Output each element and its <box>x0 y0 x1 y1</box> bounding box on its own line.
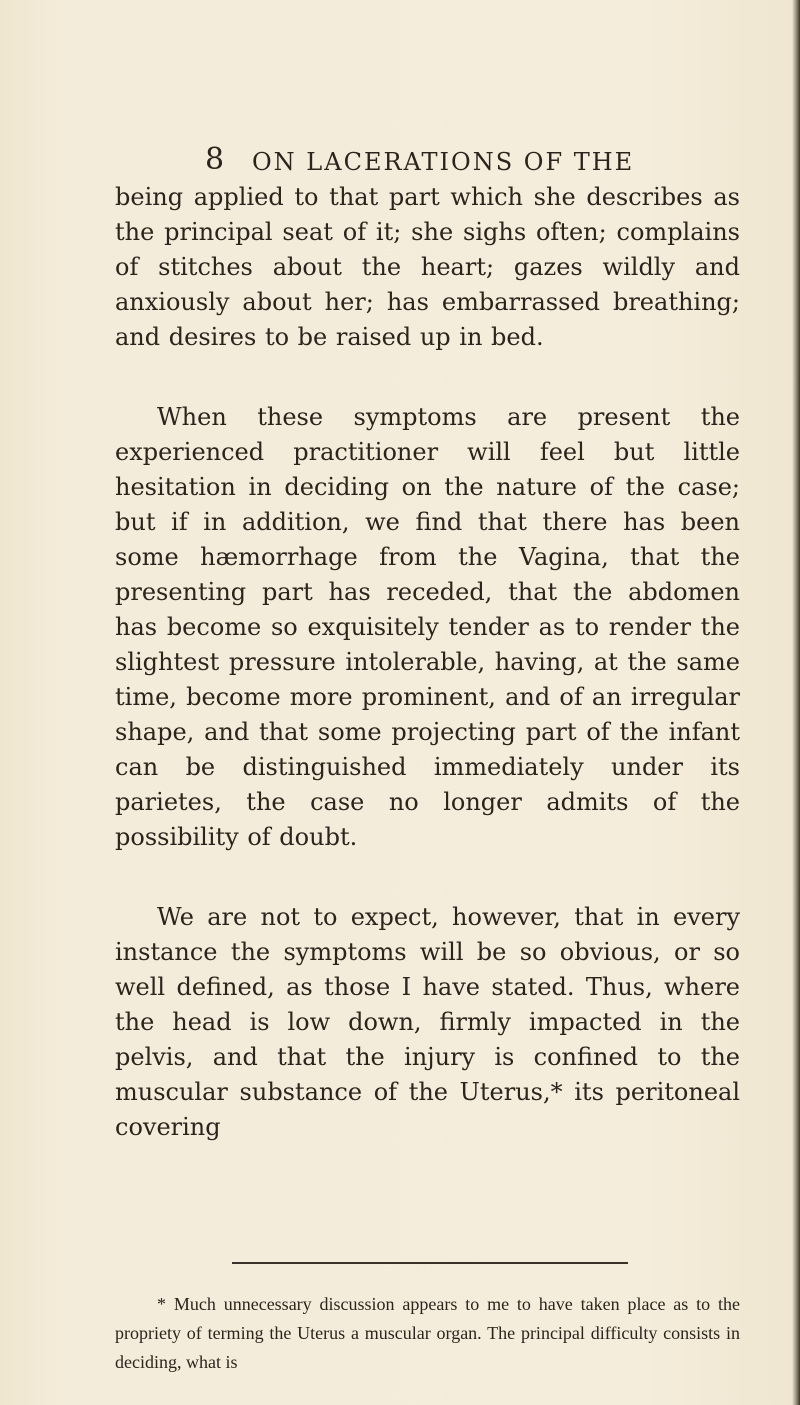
body-text <box>115 180 740 1145</box>
page-edge-shadow <box>792 0 800 1405</box>
footnote: * Much unnecessary discussion appears to me to have taken place as to the propriety of terming the Uterus a muscular organ. The principal difficulty consists in deciding, what is <box>115 1294 740 1372</box>
page-number: 8 <box>205 142 225 177</box>
paragraph-3: We are not to expect, however, that in every instance the symptoms will be so obvious, or so well defined, as those I have stated. Thus, where the head is low down, firmly impacted in the pelvis, and that the injury is confined to the muscular substance of the Uterus,* its peritoneal covering <box>115 903 740 1141</box>
running-title: ON LACERATIONS OF THE <box>252 148 635 176</box>
footnote-divider <box>232 1262 628 1264</box>
paragraph-2: When these symptoms are present the experienced practitioner will feel but little hesitation in deciding on the nature of the case; but if in addition, we find that there has been some hæmorrhage from the Vagina, that the presenting part has receded, that the abdomen has become so exquisitely tender as to render the slightest pressure intolerable, having, at the same time, become more prominent, and of an irregular shape, and that some projecting part of the infant can be distinguished immediately under its parietes, the case no longer admits of the possibility of doubt. <box>115 403 740 851</box>
paragraph-1: being applied to that part which she describes as the principal seat of it; she sighs often; complains of stitches about the heart; gazes wildly and anxiously about her; has embarrassed breathing; and desires to be raised up in bed. <box>115 183 740 351</box>
running-head <box>0 140 800 180</box>
